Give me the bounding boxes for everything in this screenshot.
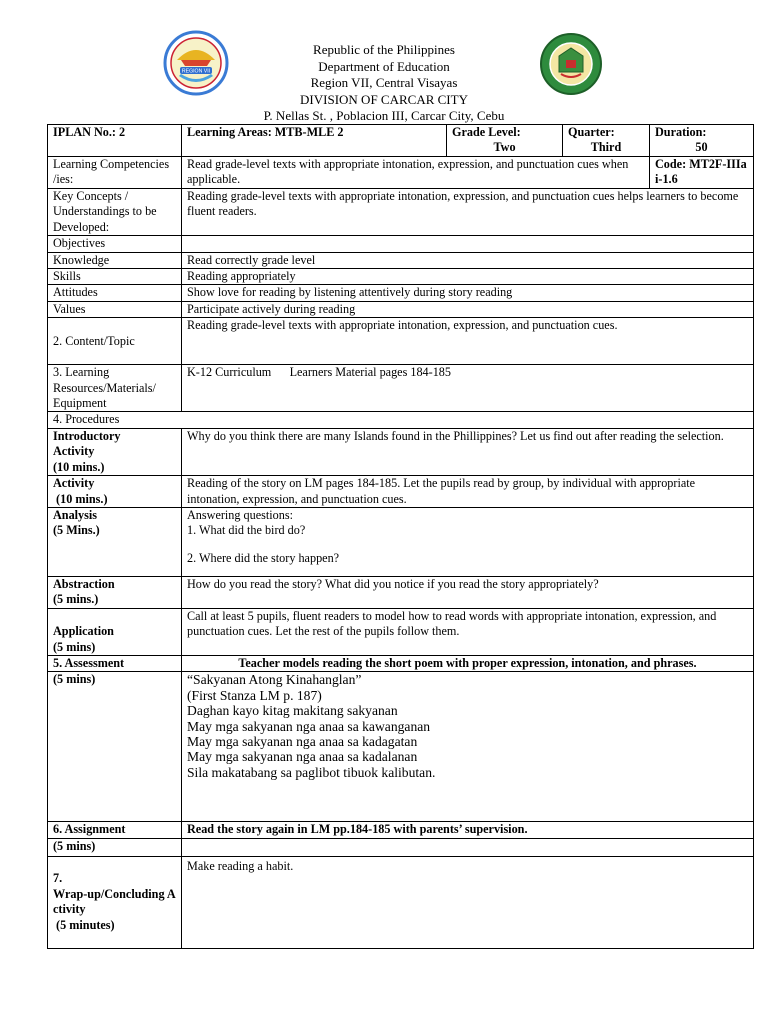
assignment-time: (5 mins) xyxy=(48,838,182,856)
table-row-assignment xyxy=(48,822,754,838)
analysis-text xyxy=(182,507,754,576)
header-region: Region VII, Central Visayas xyxy=(310,75,458,90)
table-row-abstraction xyxy=(48,576,754,608)
application-label-time: (5 mins) xyxy=(53,639,96,654)
table-row-header xyxy=(48,125,754,157)
abstraction-label xyxy=(48,576,182,608)
header-department: Department of Education xyxy=(318,58,450,74)
values-label: Values xyxy=(48,301,182,317)
document-header xyxy=(0,42,768,125)
assessment-text: Teacher models reading the short poem with proper expression, intonation, and phrases. xyxy=(182,655,754,671)
knowledge-label: Knowledge xyxy=(48,252,182,268)
table-row-procedures xyxy=(48,412,754,428)
assignment-text: Read the story again in LM pp.184-185 with parents’ supervision. xyxy=(182,822,754,838)
abstraction-text: How do you read the story? What did you notice if you read the story appropriately? xyxy=(182,576,754,608)
quarter-value: Third xyxy=(590,140,622,155)
quarter-label: Quarter: xyxy=(568,125,615,139)
application-text: Call at least 5 pupils, fluent readers to model how to read words with appropriate intonation, expression, and punctuation cues. Let the rest of the pupils follow them. xyxy=(182,608,754,655)
application-label-line1: Application xyxy=(53,624,114,639)
duration-value: 50 xyxy=(695,140,708,155)
svg-text:REGION VII: REGION VII xyxy=(181,68,211,75)
table-row-key-concepts xyxy=(48,189,754,236)
analysis-intro: Answering questions: xyxy=(187,507,293,522)
table-row-assignment-time xyxy=(48,838,754,856)
procedures-label: 4. Procedures xyxy=(48,412,754,428)
table-row-objectives xyxy=(48,236,754,252)
poem-line: May mga sakyanan nga anaa sa kawanganan xyxy=(187,718,431,734)
objectives-empty xyxy=(182,236,754,252)
introductory-label-line1: Introductory xyxy=(53,428,121,443)
introductory-label-time: (10 mins.) xyxy=(53,459,105,474)
activity-text: Reading of the story on LM pages 184-185. Let the pupils read by group, by individual with appropriate intonation, expression, and punctuation cues. xyxy=(182,476,754,508)
competencies-text: Read grade-level texts with appropriate intonation, expression, and punctuation cues when applicable. xyxy=(182,157,650,189)
table-row-introductory xyxy=(48,428,754,475)
table-row-resources xyxy=(48,365,754,412)
skills-label: Skills xyxy=(48,269,182,285)
analysis-label-line1: Analysis xyxy=(53,507,98,522)
key-concepts-text: Reading grade-level texts with appropriate intonation, expression, and punctuation cues helps learners to become fluent readers. xyxy=(182,189,754,236)
duration-cell xyxy=(650,125,754,157)
grade-level-cell xyxy=(447,125,563,157)
content-text: Reading grade-level texts with appropriate intonation, expression, and punctuation cues. xyxy=(182,318,754,365)
assessment-label: 5. Assessment xyxy=(48,655,182,671)
abstraction-label-time: (5 mins.) xyxy=(53,592,99,607)
wrapup-text: Make reading a habit. xyxy=(182,856,754,948)
assignment-empty xyxy=(182,838,754,856)
grade-level-value: Two xyxy=(493,140,516,155)
header-division: DIVISION OF CARCAR CITY xyxy=(300,91,468,107)
table-row-assessment xyxy=(48,655,754,671)
resources-text: K-12 Curriculum Learners Material pages 184-185 xyxy=(182,365,754,412)
application-label xyxy=(48,608,182,655)
table-row-application xyxy=(48,608,754,655)
table-row-analysis xyxy=(48,507,754,576)
wrapup-label-number: 7. xyxy=(53,871,63,886)
analysis-question-2: 2. Where did the story happen? xyxy=(187,550,340,565)
table-row-attitudes xyxy=(48,285,754,301)
activity-label-time: (10 mins.) xyxy=(53,491,108,506)
attitudes-text: Show love for reading by listening attentively during story reading xyxy=(182,285,754,301)
introductory-label-line2: Activity xyxy=(53,444,95,459)
poem-reference: (First Stanza LM p. 187) xyxy=(187,687,322,703)
table-row-content xyxy=(48,318,754,365)
table-row-wrapup xyxy=(48,856,754,948)
poem-line: Daghan kayo kitag makitang sakyanan xyxy=(187,703,398,719)
header-address: P. Nellas St. , Poblacion III, Carcar City, Cebu xyxy=(263,108,505,123)
analysis-question-1: 1. What did the bird do? xyxy=(187,523,306,538)
attitudes-label: Attitudes xyxy=(48,285,182,301)
poem-title: “Sakyanan Atong Kinahanglan” xyxy=(187,672,362,688)
assignment-label: 6. Assignment xyxy=(48,822,182,838)
knowledge-text: Read correctly grade level xyxy=(182,252,754,268)
poem-line: May mga sakyanan nga anaa sa kadagatan xyxy=(187,733,418,749)
abstraction-label-line1: Abstraction xyxy=(53,576,115,591)
key-concepts-label: Key Concepts / Understandings to be Developed: xyxy=(48,189,182,236)
iplan-number: IPLAN No.: 2 xyxy=(48,125,182,157)
content-label: 2. Content/Topic xyxy=(48,318,182,365)
table-row-knowledge xyxy=(48,252,754,268)
table-row-skills xyxy=(48,269,754,285)
objectives-label: Objectives xyxy=(48,236,182,252)
wrapup-label-title: Wrap-up/Concluding Activity xyxy=(53,886,176,917)
quarter-cell xyxy=(563,125,650,157)
learning-areas: Learning Areas: MTB-MLE 2 xyxy=(182,125,447,157)
wrapup-label xyxy=(48,856,182,948)
poem-line: May mga sakyanan nga anaa sa kadalanan xyxy=(187,749,418,765)
skills-text: Reading appropriately xyxy=(182,269,754,285)
introductory-text: Why do you think there are many Islands found in the Phillippines? Let us find out after reading the selection. xyxy=(182,428,754,475)
header-republic: Republic of the Philippines xyxy=(313,42,455,57)
grade-level-label: Grade Level: xyxy=(452,125,521,139)
resources-label: 3. Learning Resources/Materials/ Equipment xyxy=(48,365,182,412)
table-row-assessment-poem xyxy=(48,672,754,822)
table-row-values xyxy=(48,301,754,317)
wrapup-label-time: (5 minutes) xyxy=(53,917,115,932)
activity-label xyxy=(48,476,182,508)
assessment-time: (5 mins) xyxy=(48,672,182,822)
poem-line: Sila makatabang sa paglibot tibuok kalibutan. xyxy=(187,764,436,780)
analysis-label xyxy=(48,507,182,576)
values-text: Participate actively during reading xyxy=(182,301,754,317)
table-row-activity xyxy=(48,476,754,508)
poem-block xyxy=(182,672,754,822)
analysis-label-time: (5 Mins.) xyxy=(53,523,100,538)
activity-label-line1: Activity xyxy=(53,476,95,491)
lesson-plan-table xyxy=(47,124,754,949)
duration-label: Duration: xyxy=(655,125,707,139)
introductory-label xyxy=(48,428,182,475)
table-row-competencies xyxy=(48,157,754,189)
competencies-label: Learning Competencies /ies: xyxy=(48,157,182,189)
competency-code: Code: MT2F-IIIa i-1.6 xyxy=(650,157,754,189)
